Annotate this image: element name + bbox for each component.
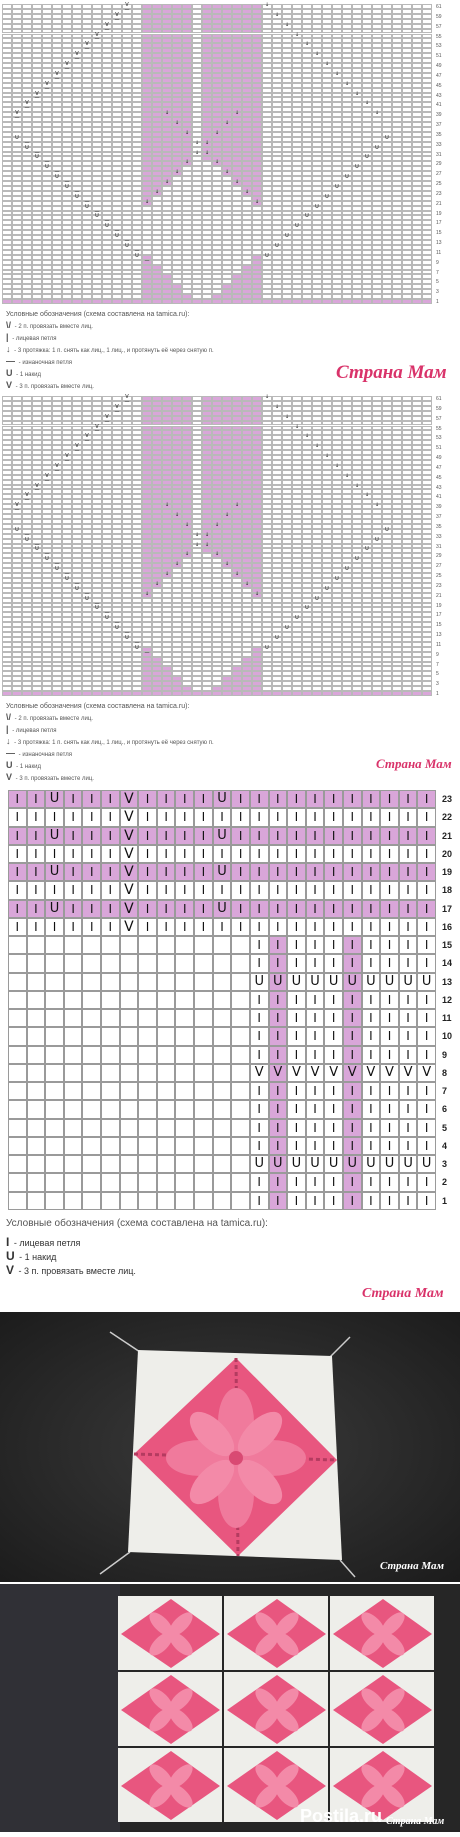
chart-symbol: ↓ [292, 33, 302, 38]
chart-cell [212, 299, 222, 304]
chart-cell [72, 299, 82, 304]
chart-symbol: U [32, 155, 42, 160]
legend-text: - 1 накид [15, 372, 41, 378]
legend-symbol: \/ [6, 320, 11, 330]
chart-symbol: — [82, 47, 92, 52]
row-number: 59 [436, 14, 442, 20]
chart-symbol: — [32, 96, 42, 101]
chart-symbol: ↓ [192, 141, 202, 146]
legend-text: - 2 п. провязать вместе лиц. [13, 324, 93, 330]
chart-cell [262, 299, 272, 304]
chart-symbol: U [362, 155, 372, 160]
chart-cell [102, 299, 112, 304]
row-number: 31 [436, 152, 442, 158]
row-number: 53 [436, 43, 442, 49]
chart-symbol: ↓ [352, 92, 362, 97]
legend-text: - лицевая петля [11, 336, 57, 342]
chart-symbol: ↓ [272, 13, 282, 18]
row-number: 33 [436, 142, 442, 148]
chart-symbol: V [52, 72, 62, 77]
chart-symbol: U [122, 244, 132, 249]
chart-symbol: — [122, 8, 132, 13]
row-number: 13 [436, 240, 442, 246]
chart-1-legend [6, 310, 214, 392]
chart-symbol: ↓ [202, 141, 212, 146]
chart-symbol: U [102, 224, 112, 229]
chart-symbol: — [62, 67, 72, 72]
chart-symbol: ↓ [242, 190, 252, 195]
chart-cell [382, 299, 392, 304]
chart-symbol: ↓ [172, 121, 182, 126]
chart-cell [182, 299, 192, 304]
chart-cell [252, 299, 262, 304]
chart-cell [132, 299, 142, 304]
row-number: 55 [436, 34, 442, 40]
chart-cell [92, 299, 102, 304]
row-number: 57 [436, 24, 442, 30]
row-number: 35 [436, 132, 442, 138]
chart-cell [162, 299, 172, 304]
chart-symbol: — [132, 249, 142, 254]
row-number: 19 [436, 211, 442, 217]
chart-cell [242, 299, 252, 304]
chart-symbol: — [112, 18, 122, 23]
chart-symbol: V [122, 3, 132, 8]
chart-symbol: ↓ [202, 151, 212, 156]
chart-cell [402, 299, 412, 304]
chart-cell [412, 299, 422, 304]
chart-symbol: V [92, 33, 102, 38]
chart-symbol: ↓ [312, 52, 322, 57]
chart-cell [282, 299, 292, 304]
row-number: 21 [436, 201, 442, 207]
chart-cell [122, 299, 132, 304]
chart-symbol: U [22, 146, 32, 151]
chart-symbol: U [372, 146, 382, 151]
chart-cell [152, 299, 162, 304]
chart-symbol: ↓ [222, 170, 232, 175]
chart-symbol: ↓ [142, 200, 152, 205]
chart-symbol: ↓ [212, 131, 222, 136]
chart-cell [352, 299, 362, 304]
chart-symbol: U [262, 254, 272, 259]
chart-symbol: U [322, 195, 332, 200]
chart-symbol: V [82, 42, 92, 47]
chart-symbol: U [272, 244, 282, 249]
chart-symbol: V [102, 23, 112, 28]
row-number: 5 [436, 279, 439, 285]
row-number: 9 [436, 260, 439, 266]
chart-symbol: U [42, 165, 52, 170]
chart-symbol: U [112, 234, 122, 239]
chart-symbol: ↓ [282, 23, 292, 28]
row-number: 15 [436, 230, 442, 236]
chart-symbol: V [42, 82, 52, 87]
chart-cell [232, 299, 242, 304]
chart-symbol: ↓ [172, 170, 182, 175]
row-number: 43 [436, 93, 442, 99]
chart-symbol: U [72, 195, 82, 200]
chart-cell [142, 299, 152, 304]
chart-symbol: — [82, 200, 92, 205]
chart-symbol: — [72, 57, 82, 62]
chart-symbol: ↓ [152, 190, 162, 195]
chart-cell [82, 299, 92, 304]
chart-symbol: ↓ [332, 72, 342, 77]
chart-cell [22, 299, 32, 304]
chart-symbol: — [32, 151, 42, 156]
chart-symbol: — [142, 259, 152, 264]
chart-cell [342, 299, 352, 304]
chart-symbol: — [122, 239, 132, 244]
chart-symbol: V [12, 111, 22, 116]
row-number: 7 [436, 270, 439, 276]
knitting-chart-2 [2, 396, 432, 696]
row-number: 11 [436, 250, 441, 256]
legend-symbol: V [6, 380, 12, 390]
chart-symbol: ↓ [162, 111, 172, 116]
chart-cell [62, 299, 72, 304]
row-number: 61 [436, 4, 442, 10]
chart-symbol: ↓ [252, 200, 262, 205]
chart-symbol: U [82, 205, 92, 210]
chart-symbol: U [52, 175, 62, 180]
row-number: 45 [436, 83, 442, 89]
legend-item [6, 368, 214, 380]
chart-cell [112, 299, 122, 304]
chart-symbol: U [132, 254, 142, 259]
row-number: 49 [436, 63, 442, 69]
row-number: 37 [436, 122, 442, 128]
chart-symbol: ↓ [262, 3, 272, 8]
chart-symbol: V [112, 13, 122, 18]
chart-symbol: ↓ [212, 160, 222, 165]
chart-symbol: ↓ [342, 82, 352, 87]
chart-symbol: U [382, 136, 392, 141]
chart-cell [392, 299, 402, 304]
chart-symbol: — [72, 190, 82, 195]
chart-symbol: — [52, 170, 62, 175]
chart-symbol: — [22, 141, 32, 146]
legend-title: Условные обозначения (схема составлена на tamica.ru): [6, 310, 214, 320]
chart-symbol: U [312, 205, 322, 210]
row-number: 47 [436, 73, 442, 79]
row-number: 23 [436, 191, 442, 197]
chart-symbol: U [302, 214, 312, 219]
chart-cell [192, 299, 202, 304]
legend-text: - изнаночная петля [17, 360, 72, 366]
row-number: 25 [436, 181, 442, 187]
chart-2-section [0, 390, 460, 785]
chart-symbol: U [62, 185, 72, 190]
row-number: 3 [436, 289, 439, 295]
chart-symbol: V [32, 92, 42, 97]
chart-cell [202, 299, 212, 304]
legend-text: - 3 п. провязать вместе лиц. [14, 384, 94, 390]
chart-cell [222, 299, 232, 304]
chart-symbol: ↓ [182, 131, 192, 136]
chart-symbol: ↓ [232, 180, 242, 185]
chart-cell [362, 299, 372, 304]
chart-symbol: — [42, 160, 52, 165]
chart-cell [272, 299, 282, 304]
chart-symbol: — [22, 106, 32, 111]
chart-symbol: — [62, 180, 72, 185]
chart-symbol: ↓ [182, 160, 192, 165]
row-number: 39 [436, 112, 442, 118]
row-number: 41 [436, 102, 442, 108]
chart-symbol: — [12, 116, 22, 121]
legend-item [6, 320, 214, 332]
chart-symbol: U [282, 234, 292, 239]
chart-cell [372, 299, 382, 304]
chart-cell [322, 299, 332, 304]
chart-cell [2, 299, 12, 304]
chart-symbol: — [102, 219, 112, 224]
legend-item [6, 332, 214, 344]
chart-symbol: ↓ [362, 101, 372, 106]
chart-symbol: V [62, 62, 72, 67]
chart-cell [42, 299, 52, 304]
legend-symbol: U [6, 368, 13, 378]
chart-symbol: U [12, 136, 22, 141]
chart-symbol: — [52, 77, 62, 82]
chart-symbol: ↓ [162, 180, 172, 185]
chart-cell [52, 299, 62, 304]
legend-item [6, 344, 214, 356]
chart-symbol: U [352, 165, 362, 170]
chart-symbol: — [112, 229, 122, 234]
legend-item [6, 356, 214, 368]
chart-cell [32, 299, 42, 304]
legend-symbol: | [6, 332, 9, 342]
chart-cell [12, 299, 22, 304]
knitting-chart-1 [2, 4, 432, 304]
row-number: 29 [436, 161, 442, 167]
chart-symbol: ↓ [192, 151, 202, 156]
chart-symbol: ↓ [232, 111, 242, 116]
chart-symbol: U [332, 185, 342, 190]
chart-cell [332, 299, 342, 304]
chart-cell [292, 299, 302, 304]
chart-symbol: V [72, 52, 82, 57]
row-number: 1 [436, 299, 439, 305]
chart-cell [302, 299, 312, 304]
row-number: 27 [436, 171, 442, 177]
chart-symbol: ↓ [302, 42, 312, 47]
chart-symbol: V [22, 101, 32, 106]
chart-symbol: ↓ [372, 111, 382, 116]
legend-text: - 3 протяжка: 1 п. снять как лиц., 1 лиц., и протянуть её через снятую п. [13, 348, 214, 354]
chart-symbol: U [292, 224, 302, 229]
chart-symbol: ↓ [322, 62, 332, 67]
chart-cell [422, 299, 432, 304]
chart-symbol: — [92, 37, 102, 42]
chart-cell [312, 299, 322, 304]
legend-symbol: — [6, 356, 15, 366]
row-number: 51 [436, 53, 442, 59]
chart-symbol: ↓ [222, 121, 232, 126]
chart-cell [172, 299, 182, 304]
watermark-1: Страна Мам [336, 362, 447, 384]
chart-symbol: U [342, 175, 352, 180]
row-number: 17 [436, 220, 442, 226]
chart-symbol: U [92, 214, 102, 219]
chart-symbol: — [92, 210, 102, 215]
chart-symbol: — [42, 87, 52, 92]
legend-symbol: ↓ [6, 344, 11, 354]
chart-symbol: — [102, 28, 112, 33]
chart-1-section [0, 0, 460, 388]
